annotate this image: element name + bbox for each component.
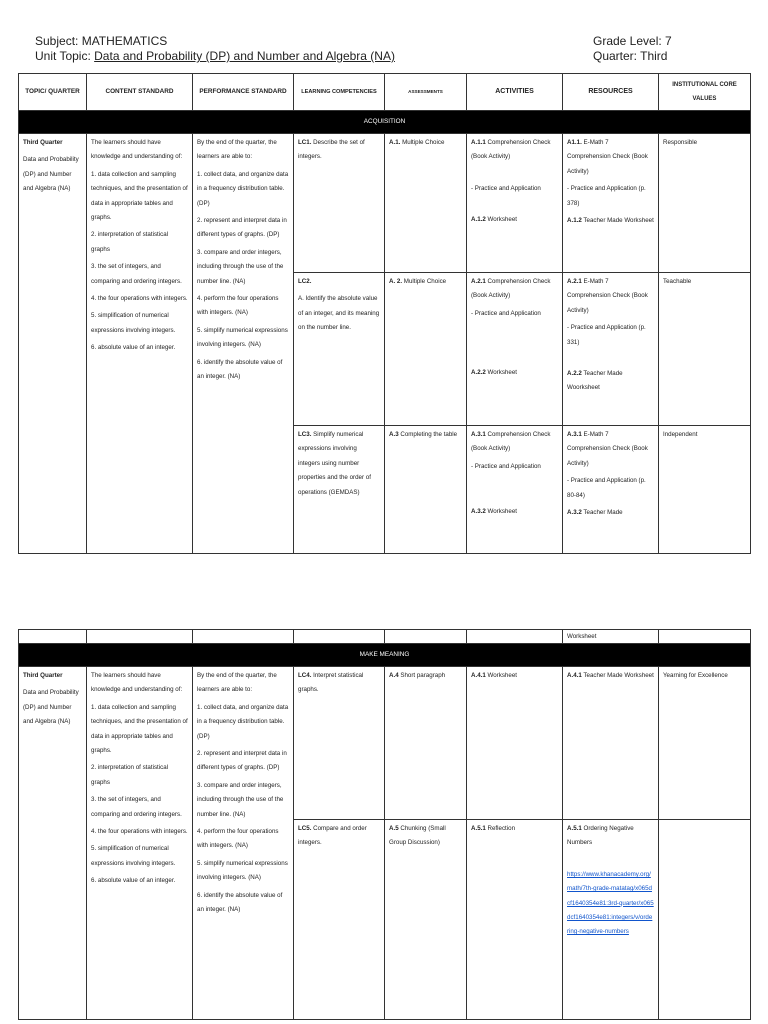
core-value-cell — [659, 820, 751, 1020]
khan-academy-link[interactable]: https://www.khanacademy.org/math/7th-grade-matatag/x065dcf1640354e81:3rd-quarter/x065dcf1640354e81:integers/v/ordering-negative-numbers — [567, 870, 654, 936]
col-activities: ACTIVITIES — [467, 74, 563, 111]
col-performance-standard: PERFORMANCE STANDARD — [193, 74, 294, 111]
core-value-cell: Responsible — [659, 134, 751, 273]
acquisition-label: ACQUISITION — [19, 111, 751, 134]
content-standard-cell: The learners should have knowledge and understanding of: 1. data collection and sampling techniques, and the presentation of data in appropriate tables and graphs. 2. interpretation of statistical graphs 3. the set of integers, and comparing and ordering integers. 4. the four operations with integers. 5. simplification of numerical expressions involving integers. 6. absolute value of an integer. — [87, 134, 193, 554]
quarter-name: Third Quarter — [23, 139, 63, 146]
activity-cell: A.4.1 Worksheet — [467, 667, 563, 820]
grade-level: Grade Level: 7 — [593, 34, 672, 48]
col-assessments: ASSESSMENTS — [385, 74, 467, 111]
col-core-values: INSTITUTIONAL CORE VALUES — [659, 74, 751, 111]
competency-cell: LC1. Describe the set of integers. — [294, 134, 385, 273]
performance-standard-cell: By the end of the quarter, the learners are able to: 1. collect data, and organize data in a frequency distribution table. (DP) 2. represent and interpret data in different types of graphs. (DP) 3. compare and order integers, including through the use of the number line. (NA) 4. perform the four operations with integers. (NA) 5. simplify numerical expressions involving integers. (NA) 6. identify the absolute value of an integer. (NA) — [193, 667, 294, 1020]
activity-cell: A.3.1 Comprehension Check (Book Activity) - Practice and Application A.3.2 Worksheet — [467, 426, 563, 554]
resource-cell: A.5.1 Ordering Negative Numbers https://www.khanacademy.org/math/7th-grade-matatag/x065dcf1640354e81:3rd-quarter/x065dcf1640354e81:integers/v/ordering-negative-numbers — [563, 820, 659, 1020]
unit-topic-line — [35, 49, 395, 64]
column-header-row — [19, 74, 751, 111]
topic-cell — [19, 134, 87, 554]
document-header-left — [35, 34, 395, 64]
topic-cell: Third Quarter Data and Probability (DP) and Number and Algebra (NA) — [19, 667, 87, 1020]
performance-standard-cell: By the end of the quarter, the learners are able to: 1. collect data, and organize data in a frequency distribution table. (DP) 2. represent and interpret data in different types of graphs. (DP) 3. compare and order integers, including through the use of the number line. (NA) 4. perform the four operations with integers. (NA) 5. simplify numerical expressions involving integers. (NA) 6. identify the absolute value of an integer. (NA) — [193, 134, 294, 554]
competency-cell: LC5. Compare and order integers. — [294, 820, 385, 1020]
carry-over-text: Worksheet — [563, 630, 659, 644]
assessment-cell: A.3 Completing the table — [385, 426, 467, 554]
unit-topic: Data and Probability (DP) and Number and Algebra (NA) — [94, 49, 395, 63]
table-row — [19, 134, 751, 273]
table-row — [19, 667, 751, 820]
resource-cell: A1.1. E-Math 7 Comprehension Check (Book Activity) - Practice and Application (p. 378) A.1.2 Teacher Made Worksheet — [563, 134, 659, 273]
make-meaning-band — [19, 644, 751, 667]
core-value-cell: Yearning for Excellence — [659, 667, 751, 820]
document-header-right — [593, 34, 672, 64]
content-standard-cell: The learners should have knowledge and understanding of: 1. data collection and sampling techniques, and the presentation of data in appropriate tables and graphs. 2. interpretation of statistical graphs 3. the set of integers, and comparing and ordering integers. 4. the four operations with integers. 5. simplification of numerical expressions involving integers. 6. absolute value of an integer. — [87, 667, 193, 1020]
col-learning-competencies: LEARNING COMPETENCIES — [294, 74, 385, 111]
activity-cell: A.1.1 Comprehension Check (Book Activity) - Practice and Application A.1.2 Worksheet — [467, 134, 563, 273]
assessment-cell: A. 2. Multiple Choice — [385, 273, 467, 426]
curriculum-table-page2 — [18, 629, 751, 1020]
acquisition-band — [19, 111, 751, 134]
assessment-cell: A.4 Short paragraph — [385, 667, 467, 820]
curriculum-table-page1 — [18, 73, 751, 554]
activity-cell: A.2.1 Comprehension Check (Book Activity) - Practice and Application A.2.2 Worksheet — [467, 273, 563, 426]
activity-cell: A.5.1 Reflection — [467, 820, 563, 1020]
core-value-cell: Independent — [659, 426, 751, 554]
assessment-cell: A.5 Chunking (Small Group Discussion) — [385, 820, 467, 1020]
make-meaning-label: MAKE MEANING — [19, 644, 751, 667]
resource-cell: A.2.1 E-Math 7 Comprehension Check (Book Activity) - Practice and Application (p. 331) A.2.2 Teacher Made Woorksheet — [563, 273, 659, 426]
assessment-cell: A.1. Multiple Choice — [385, 134, 467, 273]
core-value-cell: Teachable — [659, 273, 751, 426]
competency-cell: LC2. A. Identify the absolute value of an integer, and its meaning on the number line. — [294, 273, 385, 426]
competency-cell: LC3. Simplify numerical expressions involving integers using number properties and the order of operations (GEMDAS) — [294, 426, 385, 554]
col-content-standard: CONTENT STANDARD — [87, 74, 193, 111]
resource-cell: A.3.1 E-Math 7 Comprehension Check (Book Activity) - Practice and Application (p. 80-84) A.3.2 Teacher Made — [563, 426, 659, 554]
subject-line: Subject: MATHEMATICS — [35, 34, 168, 48]
col-resources: RESOURCES — [563, 74, 659, 111]
topic-name: Data and Probability (DP) and Number and Algebra (NA) — [23, 156, 79, 193]
col-topic-quarter: TOPIC/ QUARTER — [19, 74, 87, 111]
resource-cell: A.4.1 Teacher Made Worksheet — [563, 667, 659, 820]
competency-cell: LC4. Interpret statistical graphs. — [294, 667, 385, 820]
unit-topic-prefix: Unit Topic: — [35, 49, 95, 63]
continuation-row — [19, 630, 751, 644]
quarter-label: Quarter: Third — [593, 49, 668, 63]
